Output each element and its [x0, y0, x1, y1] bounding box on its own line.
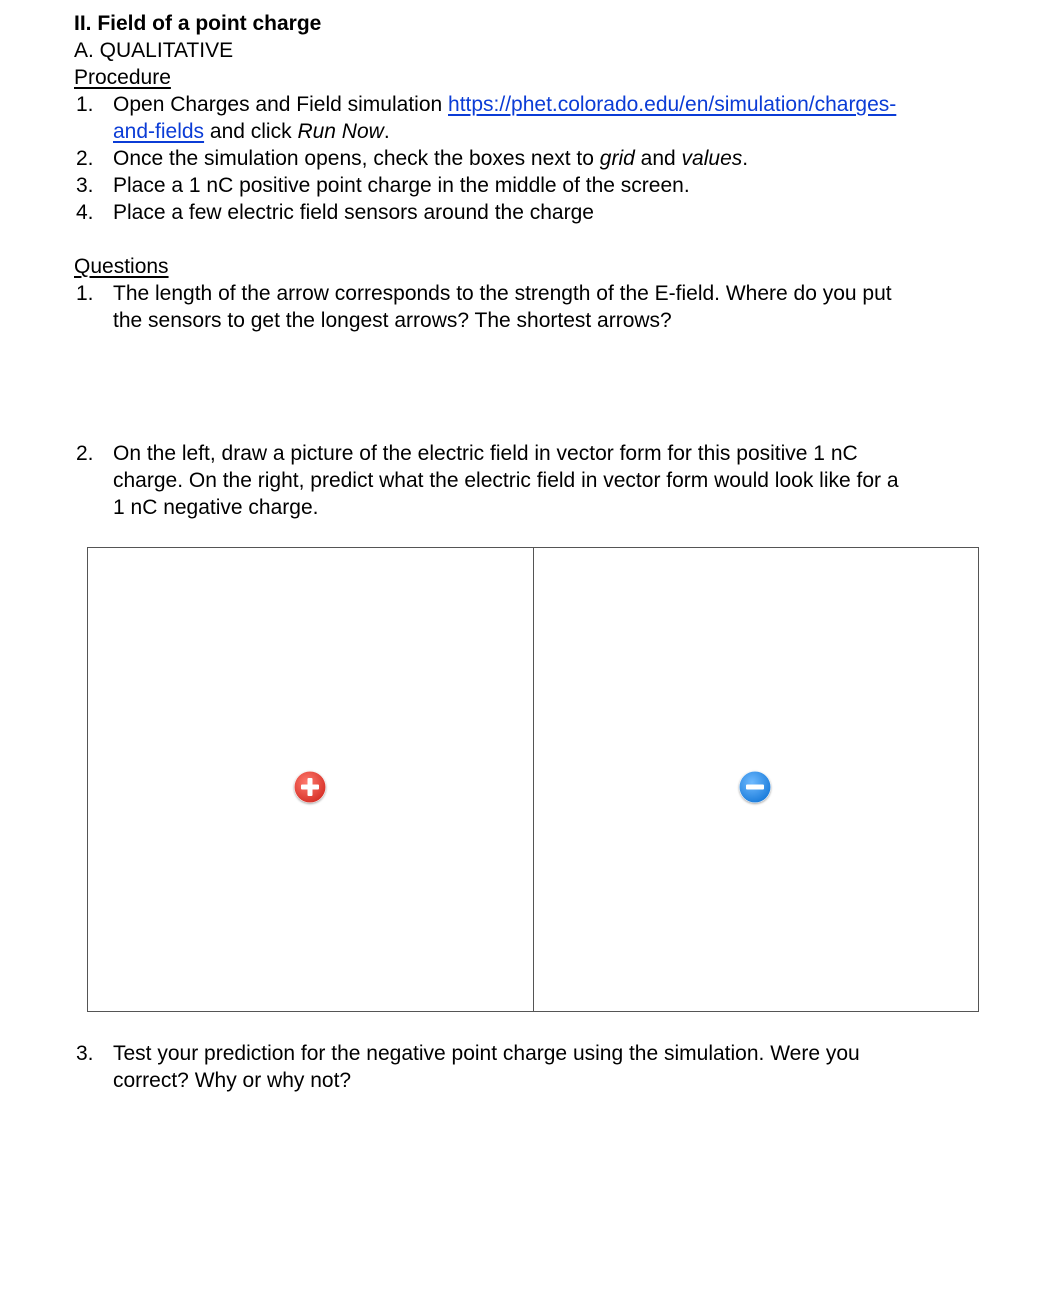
negative-charge-icon	[739, 771, 771, 803]
procedure-step-4: Place a few electric field sensors around the charge	[113, 201, 594, 224]
procedure-step-3-number: 3.	[76, 174, 94, 197]
questions-heading: Questions	[74, 255, 169, 278]
question-2-line-3: 1 nC negative charge.	[113, 496, 319, 519]
negative-charge-drawing-area[interactable]	[533, 548, 979, 1011]
run-now-text: Run Now	[297, 120, 384, 143]
procedure-step-1-text: Open Charges and Field simulation	[113, 93, 449, 116]
positive-charge-icon	[294, 771, 326, 803]
question-2-line-2: charge. On the right, predict what the electric field in vector form would look like for a	[113, 469, 899, 492]
procedure-step-2-text-end: .	[742, 147, 749, 170]
subsection-title: A. QUALITATIVE	[74, 39, 234, 62]
question-3-number: 3.	[76, 1042, 94, 1065]
grid-text: grid	[599, 147, 635, 170]
procedure-step-1-line-2	[113, 118, 390, 145]
phet-simulation-link-continued[interactable]: and-fields	[113, 120, 205, 143]
procedure-step-2-text: Once the simulation opens, check the boxes next to	[113, 147, 600, 170]
procedure-step-3: Place a 1 nC positive point charge in the middle of the screen.	[113, 174, 690, 197]
procedure-step-2	[113, 145, 748, 172]
procedure-step-2-number: 2.	[76, 147, 94, 170]
procedure-step-1-text-end: .	[383, 120, 390, 143]
drawing-table	[87, 547, 979, 1012]
question-2-line-1: On the left, draw a picture of the electric field in vector form for this positive 1 nC	[113, 442, 858, 465]
question-1-line-1: The length of the arrow corresponds to the strength of the E-field. Where do you put	[113, 282, 892, 305]
phet-simulation-link[interactable]: https://phet.colorado.edu/en/simulation/charges-	[448, 93, 897, 116]
procedure-step-1-line-1	[113, 91, 896, 118]
positive-charge-drawing-area[interactable]	[88, 548, 533, 1011]
procedure-step-2-text-mid: and	[634, 147, 682, 170]
values-text: values	[681, 147, 743, 170]
question-3-line-2: correct? Why or why not?	[113, 1069, 352, 1092]
question-3-line-1: Test your prediction for the negative point charge using the simulation. Were you	[113, 1042, 860, 1065]
procedure-step-4-number: 4.	[76, 201, 94, 224]
procedure-step-1-text-mid: and click	[204, 120, 298, 143]
question-2-number: 2.	[76, 442, 94, 465]
question-1-number: 1.	[76, 282, 94, 305]
procedure-heading: Procedure	[74, 66, 171, 89]
question-1-line-2: the sensors to get the longest arrows? The shortest arrows?	[113, 309, 672, 332]
section-title: II. Field of a point charge	[74, 12, 322, 35]
procedure-step-1-number: 1.	[76, 93, 94, 116]
